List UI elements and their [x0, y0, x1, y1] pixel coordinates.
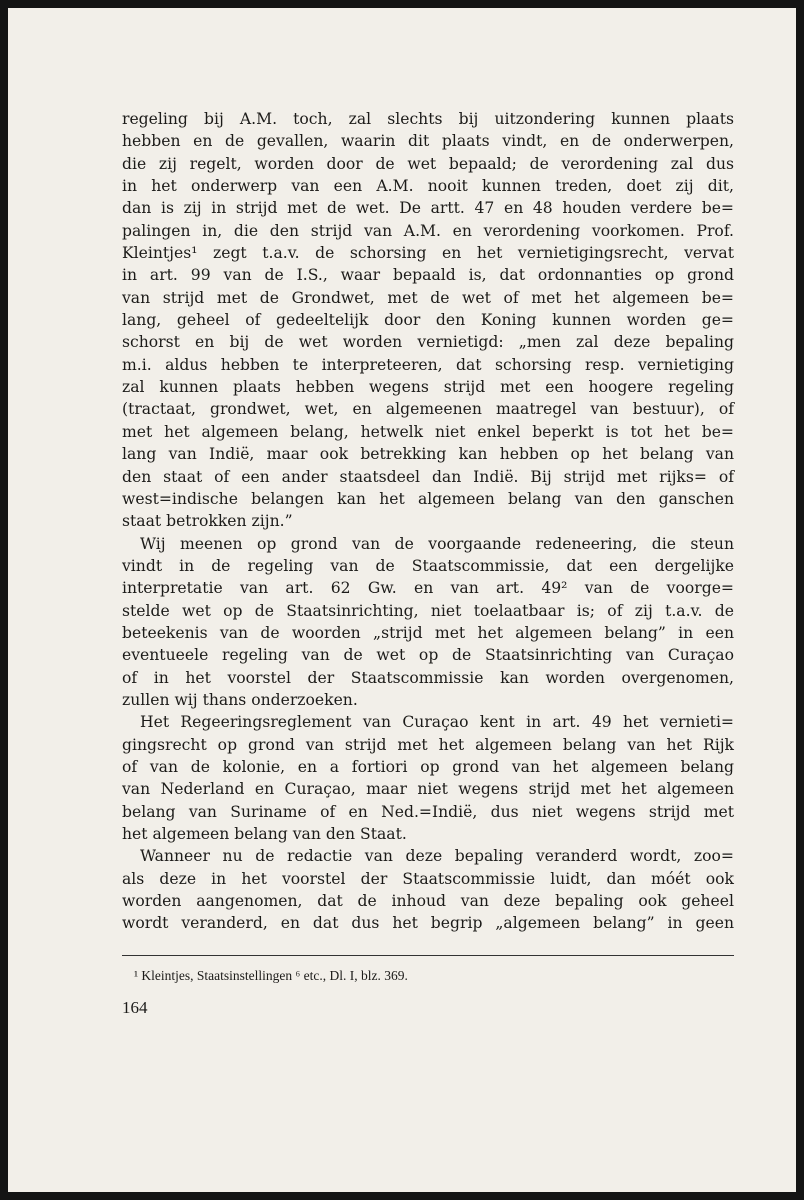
text-line: vindt in de regeling van de Staatscommissie, dat een dergelijke [122, 556, 734, 575]
text-line: m.i. aldus hebben te interpreteeren, dat schorsing resp. vernietiging [122, 355, 734, 374]
text-line: staat betrokken zijn.” [122, 512, 293, 531]
text-line: schorst en bij de wet worden vernietigd: „men zal deze bepaling [122, 333, 734, 352]
text-line: den staat of een ander staatsdeel dan Indië. Bij strijd met rijks= of [122, 467, 734, 486]
text-line: in art. 99 van de I.S., waar bepaald is, dat ordonnanties op grond [122, 266, 734, 285]
text-line: (tractaat, grondwet, wet, en algemeenen maatregel van bestuur), of [122, 400, 734, 419]
text-line: lang van Indië, maar ook betrekking kan hebben op het belang van [122, 445, 734, 464]
text-line: zal kunnen plaats hebben wegens strijd met een hoogere regeling [122, 378, 734, 397]
footnote-divider [122, 955, 734, 956]
text-line: lang, geheel of gedeeltelijk door den Koning kunnen worden ge= [122, 311, 734, 330]
text-line: Kleintjes¹ zegt t.a.v. de schorsing en het vernietigingsrecht, vervat [122, 244, 734, 263]
text-line: regeling bij A.M. toch, zal slechts bij uitzondering kunnen plaats [122, 110, 734, 128]
text-line: of in het voorstel der Staatscommissie kan worden overgenomen, [122, 668, 734, 687]
paragraph-2 [122, 533, 734, 712]
text-line: het algemeen belang van den Staat. [122, 825, 407, 843]
text-line: Wij meenen op grond van de voorgaande redeneering, die steun [140, 534, 734, 553]
text-line: met het algemeen belang, hetwelk niet enkel beperkt is tot het be= [122, 422, 734, 441]
text-line: interpretatie van art. 62 Gw. en van art. 49² van de voorge= [122, 579, 734, 598]
page-number: 164 [122, 998, 148, 1017]
text-line: Wanneer nu de redactie van deze bepaling veranderd wordt, zoo= [140, 847, 734, 866]
text-line: beteekenis van de woorden „strijd met het algemeen belang” in een [122, 623, 734, 642]
text-line: west=indische belangen kan het algemeen belang van den ganschen [122, 489, 734, 508]
text-line: als deze in het voorstel der Staatscommissie luidt, dan móét ook [122, 869, 734, 888]
paragraph-1 [122, 108, 734, 533]
text-line: in het onderwerp van een A.M. nooit kunnen treden, doet zij dit, [122, 177, 734, 196]
text-line: eventueele regeling van de wet op de Staatsinrichting van Curaçao [122, 646, 734, 665]
text-line: wordt veranderd, en dat dus het begrip „algemeen belang” in geen [122, 914, 734, 933]
text-line: palingen in, die den strijd van A.M. en verordening voorkomen. Prof. [122, 221, 734, 240]
text-line: van strijd met de Grondwet, met de wet of met het algemeen be= [122, 288, 734, 307]
text-line: of van de kolonie, en a fortiori op grond van het algemeen belang [122, 757, 734, 776]
text-line: hebben en de gevallen, waarin dit plaats vindt, en de onderwerpen, [122, 132, 734, 151]
text-line: worden aangenomen, dat de inhoud van deze bepaling ook geheel [122, 892, 734, 911]
text-line: van Nederland en Curaçao, maar niet wegens strijd met het algemeen [122, 780, 734, 799]
text-line: die zij regelt, worden door de wet bepaald; de verordening zal dus [122, 154, 734, 173]
text-line: zullen wij thans onderzoeken. [122, 690, 358, 709]
text-line: belang van Suriname of en Ned.=Indië, dus niet wegens strijd met [122, 802, 734, 821]
paragraph-3 [122, 711, 734, 845]
text-line: dan is zij in strijd met de wet. De artt. 47 en 48 houden verdere be= [122, 199, 734, 218]
paragraph-4 [122, 845, 734, 934]
text-line: stelde wet op de Staatsinrichting, niet toelaatbaar is; of zij t.a.v. de [122, 601, 734, 620]
text-line: Het Regeeringsreglement van Curaçao kent in art. 49 het vernieti= [140, 713, 734, 732]
body-text [122, 108, 734, 935]
text-line: gingsrecht op grond van strijd met het algemeen belang van het Rijk [122, 735, 734, 754]
footnote: ¹ Kleintjes, Staatsinstellingen ⁶ etc., Dl. I, blz. 369. [134, 968, 408, 983]
